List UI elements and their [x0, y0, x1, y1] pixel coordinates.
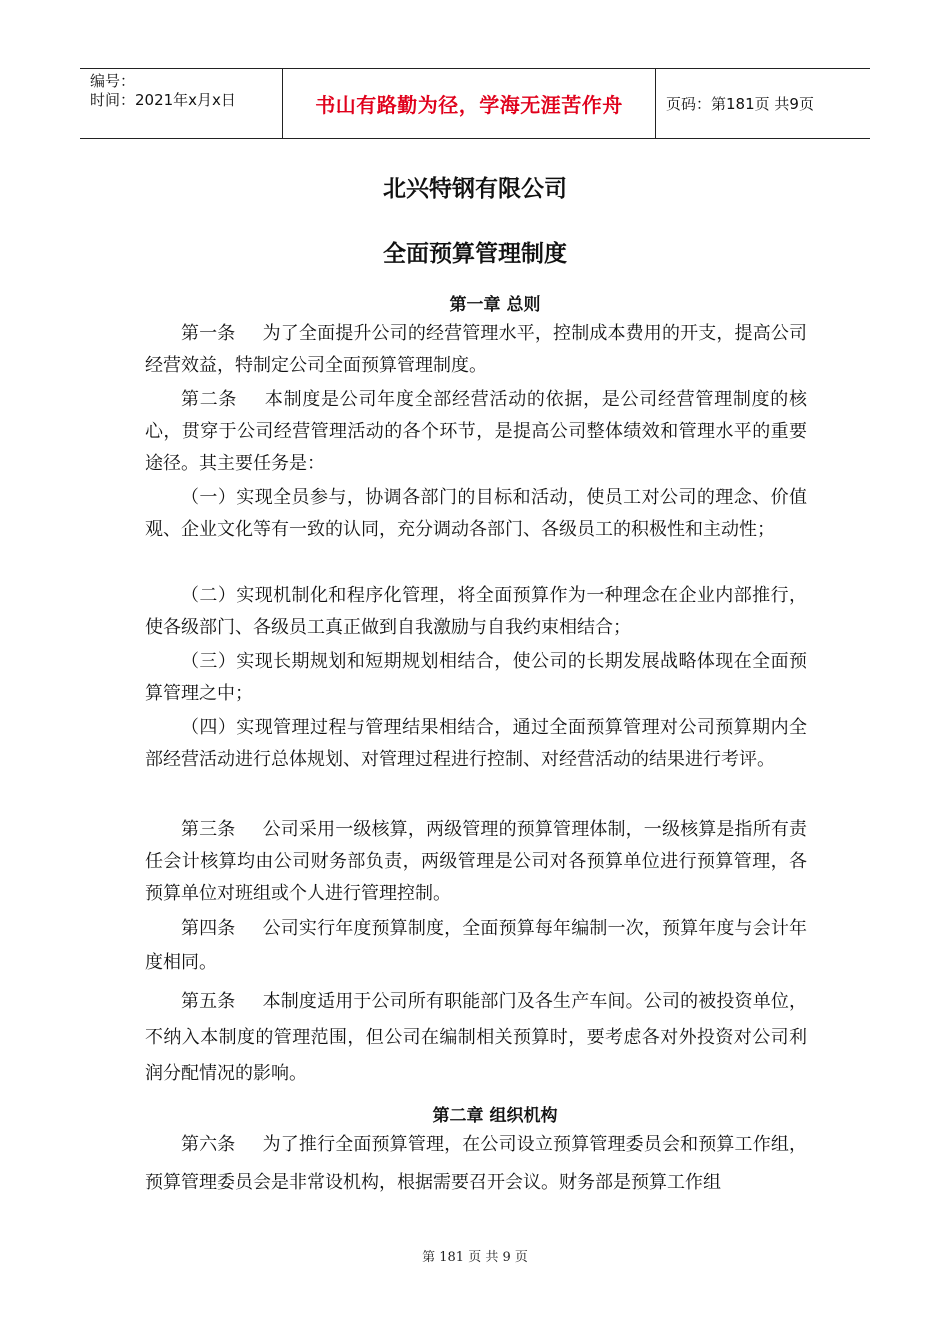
article-6 [145, 1126, 807, 1202]
article-head: 第五条 [181, 991, 236, 1012]
header-motto: 书山有路勤为径，学海无涯苦作舟 [315, 93, 623, 117]
header-meta-cell [80, 69, 282, 138]
article-text: 公司采用一级核算，两级管理的预算管理体制，一级核算是指所有责任会计核算均由公司财务部负责，两级管理是公司对各预算单位进行预算管理，各预算单位对班组或个人进行管理控制。 [145, 819, 808, 904]
article-text: 公司实行年度预算制度，全面预算每年编制一次，预算年度与会计年度相同。 [145, 918, 808, 973]
article-2 [145, 384, 807, 480]
article-text: 为了全面提升公司的经营管理水平，控制成本费用的开支，提高公司经营效益，特制定公司全面预算管理制度。 [145, 323, 808, 376]
header-time: 时间：2021年x月x日 [90, 91, 236, 109]
chapter-2-heading: 第二章 组织机构 [432, 1106, 558, 1126]
header-page-cell [656, 69, 870, 138]
task-item-3 [145, 646, 807, 710]
article-3 [145, 814, 807, 910]
article-5 [145, 984, 807, 1092]
item-text: （三）实现长期规划和短期规划相结合，使公司的长期发展战略体现在全面预算管理之中； [145, 651, 807, 704]
header-motto-cell [282, 69, 656, 138]
article-head: 第二条 [181, 389, 238, 410]
article-head: 第一条 [181, 323, 236, 344]
company-title: 北兴特钢有限公司 [383, 176, 567, 202]
page-header-table [80, 68, 870, 139]
task-item-1 [145, 482, 807, 546]
chapter-1-heading: 第一章 总则 [449, 295, 541, 315]
task-item-2 [145, 580, 807, 644]
item-text: （一）实现全员参与，协调各部门的目标和活动，使员工对公司的理念、价值观、企业文化等有一致的认同，充分调动各部门、各级员工的积极性和主动性； [145, 487, 807, 540]
item-text: （四）实现管理过程与管理结果相结合，通过全面预算管理对公司预算期内全部经营活动进行总体规划、对管理过程进行控制、对经营活动的结果进行考评。 [145, 717, 807, 770]
header-number: 编号： [90, 72, 136, 90]
article-head: 第四条 [181, 918, 236, 939]
article-1 [145, 318, 807, 382]
article-text: 本制度是公司年度全部经营活动的依据，是公司经营管理制度的核心，贯穿于公司经营管理活动的各个环节，是提高公司整体绩效和管理水平的重要途径。其主要任务是： [145, 389, 807, 474]
item-text: （二）实现机制化和程序化管理，将全面预算作为一种理念在企业内部推行，使各级部门、各级员工真正做到自我激励与自我约束相结合； [145, 585, 807, 638]
header-page-number: 页码：第181页 共9页 [666, 95, 814, 113]
article-4 [145, 912, 807, 980]
task-item-4 [145, 712, 807, 776]
article-text: 为了推行全面预算管理，在公司设立预算管理委员会和预算工作组，预算管理委员会是非常设机构，根据需要召开会议。财务部是预算工作组 [145, 1134, 808, 1193]
article-head: 第六条 [181, 1134, 236, 1155]
page-footer: 第 181 页 共 9 页 [422, 1250, 528, 1265]
article-head: 第三条 [181, 819, 236, 840]
article-text: 本制度适用于公司所有职能部门及各生产车间。公司的被投资单位，不纳入本制度的管理范围，但公司在编制相关预算时，要考虑各对外投资对公司利润分配情况的影响。 [145, 991, 808, 1084]
document-title: 全面预算管理制度 [383, 241, 567, 267]
